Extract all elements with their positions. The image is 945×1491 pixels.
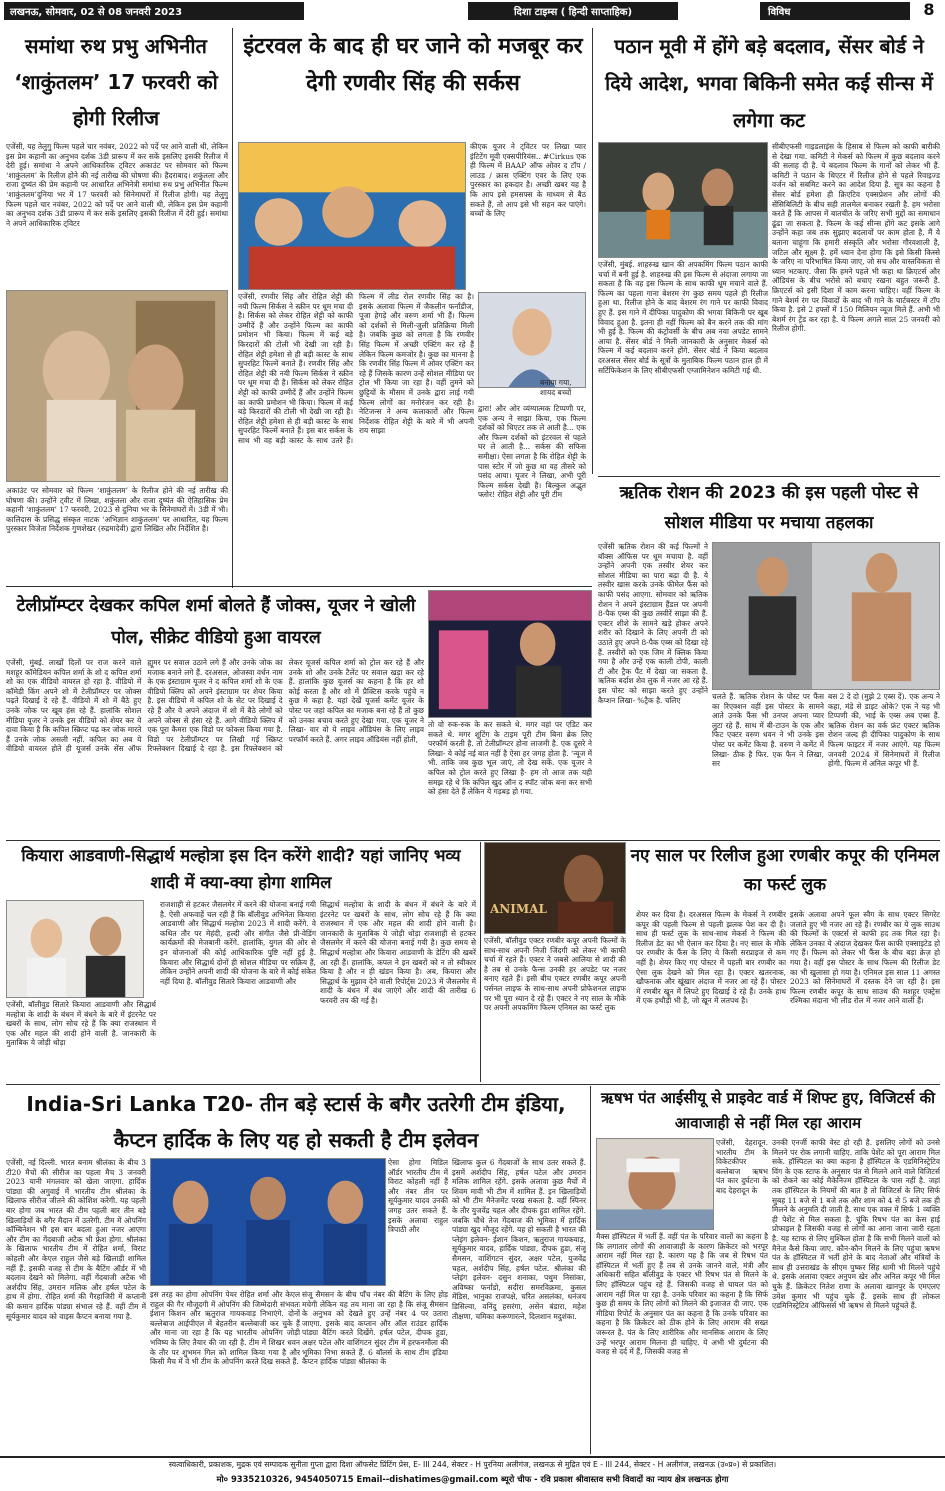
kiara-siddharth-photo	[6, 900, 144, 998]
shaakuntalam-body: एजेंसी, यह तेलुगु फिल्म पहले चार नवंबर, 2022 को पर्दे पर आने वाली थी, लेकिन इस प्रेम कहानी का अनुभव दर्शक 3डी प्रारूप में कर सकें इसलिए इसकी रिलीज में देरी हुई। समांथा ने अपने आधिकारिक ट्विटर अकाउंट पर सोमवार को फिल्म ‘शाकुंतलम’ के रिलीज होने की नई तारीख की घोषणा की। हैदराबाद। शकुंतला और राजा दुष्यंत की प्रेम कहानी पर आधारित अभिनेत्री समांथा रुथ प्रभु अभिनीत फिल्म ‘शाकुंतलम’दुनिया भर में 17 फरवरी को सिनेमाघरों में रिलीज होगी। यह तेलुगु फिल्म पहले चार नवंबर, 2022 को पर्दे पर आने वाली थी, लेकिन इस प्रेम कहानी का अनुभव दर्शक 3डी प्रारूप में कर सकें इसलिए इसकी रिलीज में देरी हुई। समांथा ने अपने आधिकारिक ट्विटर	[6, 142, 228, 228]
hrithik-column-a: एजेंसी ऋतिक रोशन की कई फिल्मों ने बॉक्स ऑफिस पर धूम मचाया है. वहीं उन्होंने अपनी एक तस्वीर शेयर कर सोशल मीडिया का पारा बढ़ा दी है. ये तस्वीर खास करके उनके फीमेल फैंस को काफी पसंद आएगा. सोमवार को ऋतिक रोशन ने अपने इंस्टाग्राम हैंडल पर अपनी 8-पैक एब्स की कुछ तस्वीरें साझा की हैं. एक्टर शीशे के सामने खड़े होकर अपने शरीर को दिखाने के लिए अपनी टी को उठाते हुए अपने 8-पैक एब्स को दिखा रहे हैं. तस्वीरों को एक जिम में क्लिक किया गया है और उन्हें एक काली टोपी, काली टी और ट्रैक पैंट में देखा जा सकता है. ऋतिक बर्दाश शेव लुक में नजर आ रहे हैं. इस पोस्ट को साझा करते हुए उन्होंने कैप्शन लिखा- %ट्रैक है. चलिए	[598, 542, 708, 705]
pathaan-column-b: सीबीएफसी गाइडलाइंस के हिसाब से फिल्म को काफी बारीकी से देखा गया. कमिटी ने मेकर्स को फिल्म में कुछ बदलाव करने की सलाह दी है. ये बदलाव फिल्म के गानों को लेकर भी हैं. कमिटी ने पठान के थिएटर में रिलीज होने से पहले रिवाइज्ड वर्जन को सबमिट करने का आदेश दिया है. सूत्र का कहना है सेंसर बोर्ड हमेशा ही क्रिएटिव एक्सप्रेशन और लोगों की सेंसिबिलिटी के बीच सही तालमेल बनाकर रखती है. हम भरोसा करते हैं कि आपस में बातचीत के जरिए सभी मुद्दों का समाधान ढूंढा जा सकता है. फिल्म के कई सीन्स होंगे कट इसके आगे उन्होंने कहा जब तक सुझाए बदलावों पर काम होता है, मैं ये बताना चाहूंगा कि हमारी संस्कृति और भरोसा गौरवशाली है, जटिल और सूक्ष्म है. हमें ध्यान देना होगा कि इसे किसी किस्से के जरिए ना परिभाषित किया जाए, जो सच और वास्तविकता से ध्यान भटकाए. जैसा कि हमने पहले भी कहा था क्रिएटर्स और ऑडियंस के बीच भरोसे को बचाए रखना बहुत जरूरी है. क्रिएटर्स को इसी दिशा में काम करना चाहिए। वहीं फिल्म के गाने बेशर्म रंग पर विवादों के बाद भी गाने के चार्टबस्टर में टॉप किया है. इसे 2 हफ्तों में 150 मिलियन व्यूज मिले हैं. अभी भी बेशर्म रंग ट्रेंड कर रहा है. ये फिल्म अगले साल 25 जनवरी को रिलीज होगी.	[772, 142, 940, 334]
kiara-siddharth-illustration	[7, 901, 143, 997]
animal-headline: नए साल पर रिलीज हुआ रणबीर कपूर की एनिमल का फर्स्ट लुक	[630, 846, 940, 895]
cricket-column-b-top: ऐसा होगा मिडिल ऑर्डर भारतीय टीम में विराट कोहली नहीं हैं और नंबर तीन पर सूर्यकुमार यादव उनकी जगह उतर सकते हैं. इसके अलावा राहुल त्रिपाठी और	[388, 1158, 448, 1235]
pant-photo	[596, 1138, 714, 1230]
kiara-column-b: राजशाही से हटकर जैसलमेर में करने की योजना बनाई गयी है. ऐसी अफवाहें चल रही हैं कि बॉलीवुड अभिनेता कियारा आडवाणी और सिद्धार्थ मल्होत्रा 2023 में शादी करेंगे. वे कथित तौर पर मेहंदी, हल्दी और संगीत जैसे प्री-वेडिंग कार्यक्रमों की मेजबानी करेंगे. हालांकि, युगल की ओर से इन योजनाओं की कोई आधिकारिक पुष्टि नहीं हुई है. कियारा और सिद्धार्थ दोनों ही सोशल मीडिया पर सक्रिय हैं, लेकिन उन्होंने अपनी शादी की योजना के बारे में कोई संकेत नहीं दिया है. बॉलीवुड सितारे कियारा आडवाणी और	[160, 900, 316, 986]
imprint-footer	[0, 1456, 945, 1491]
hrithik-photo	[712, 542, 940, 690]
shaakuntalam-headline: समांथा रुथ प्रभु अभिनीत ‘शाकुंतलम’ 17 फरवरी को होगी रिलीज	[14, 34, 218, 130]
pant-headline: ऋषभ पंत आईसीयू से प्राइवेट वार्ड में शिफ्ट हुए, विजिटर्स की आवाजाही से नहीं मिल रहा आराम	[601, 1089, 935, 1132]
kiara-headline: कियारा आडवाणी-सिद्धार्थ मल्होत्रा इस दिन करेंगे शादी? यहां जानिए भव्य शादी में क्या-क्या होगा शामिल	[21, 846, 461, 892]
pathaan-photo	[598, 142, 768, 258]
kiara-column-c: सिद्धार्थ मल्होत्रा के शादी के बंधन में बंधने के बारे में इंटरनेट पर खबरों के साथ, लोग सोच रहे हैं कि क्या राजस्थान में एक और महल की शादी होने वाली है। जानकारी के मुताबिक ये जोड़ी थोड़ा राजशाही से हटकर जैसलमेर में करने की योजना बनाई गयी है। कुछ समय से सिद्धार्थ मल्होत्रा और कियारा आडवाणी के डेटिंग की खबरें आ रही हैं। हालांकि, कपल ने इन खबरों को न तो स्वीकार किया है और न ही खंडन किया है। अब, कियारा और सिद्धार्थ के मुझाव देने वाली रिपोर्ट्स 2023 में जैसलमेर में शादी के बंधन में बंध जाएंगे और शादी की तारीख 6 फरवरी तय की गई है।	[320, 900, 476, 1005]
pathaan-column-a: एजेंसी, मुंबई. शाहरुख खान की अपकमिंग फिल्म पठान काफी चर्चा में बनी हुई है. शाहरुख की इस फिल्म से अंदाजा लगाया जा सकता है कि वह इस फिल्म के साथ काफी धूम मचाने वाले हैं. फिल्म का पहला गाना बेशरम रंग कुछ समय पहले ही रिलीज हुआ था. रिलीज होने के बाद बेशरम रंग गाने पर काफी विवाद हुए हैं. इस गाने में दीपिका पादुकोण की भगवा बिकिनी पर खूब विवाद हुआ है. इतना ही नहीं फिल्म को बैन करने तक की मांग भी हुई है. फिल्म की कंट्रोवर्सी के बीच अब नया अपडेट सामने आया है. सेंसर बोर्ड ने मिली जानकारी के अनुसार मेकर्स को फिल्म में कई बदलाव करने होंगे. सेंसर बोर्ड ने किया बदलाव दरअसल सेंसर बोर्ड के सूत्रों के मुताबिक फिल्म पठान हाल ही में सर्टिफिकेशन के लिए सीबीएफसी एग्जामिनेशन कमिटी गई थी.	[598, 260, 768, 375]
pant-column-b: उनकी एनर्जी काफी वेस्ट हो रही है. इसलिए लोगों को उनसे मिलने पर रोक लगानी चाहिए. ताकि पेशेंट को पूरा आराम मिल सके. हॉस्पिटल का क्या कहना है हॉस्पिटल के एडमिनिस्ट्रेटिव विंग के एक स्टाफ के अनुसार पंत से मिलने आने वाले विजिटर्स को रोकने का कोई मैकेनिज्म हॉस्पिटल के पास नहीं है. जहां तक हॉस्पिटल के नियमों की बात है तो विजिटर्स के लिए सिर्फ सुबह 11 बजे से 1 बजे तक और शाम को 4 से 5 बजे तक ही मिलने के अनुमति दी जाती है. साथ एक वक्त में सिर्फ 1 व्यक्ति ही पेशेंट से मिल सकता है. चूंकि रिषभ पंत का केस हाई प्रोफाइल है जिसकी वजह से लोगों का आना जाना जारी रहता है. यह स्टाफ से लिए मुश्किल होता है कि सभी मिलने वालों को मैनेज कैसे किया जाए. कौन-कौन मिलने के लिए पहुंचा ऋषभ पंत के हॉस्पिटल में भर्ती होने के बाद नेताओं और मंत्रियों के साथ ही उत्तराखंड के सीएम पुष्कर सिंह धामी भी मिलने पहुंचे थे. इसके अलावा एक्टर अनुपम खेर और अनिल कपूर भी मिल चुके हैं. क्रिकेटर नितेश राणा के अलावा खानपुर के एमएलए उमेश कुमार भी पहुंच चुके हैं. इसके साथ ही लोकल एडमिनिस्ट्रेटिव ऑफिसर्स भी ऋषभ से मिलने पहुंचते हैं.	[772, 1138, 940, 1311]
cricket-column-c: संजू सैमसन के बीच पाँच नंबर की बैटिंग के लिए होड़ मचेगी लेकिन यह तय माना जा रहा है कि संजू सैमसन के अनुभव को देखते हुए उन्हें नंबर 4 पर उतारा जाएगा. इसके बाद कप्तान और ऑल राउंडर हार्दिक पांड्या बैटिंग करते दिखेंगे. हर्षल पटेल, दीपक हुडा, अक्षर पटेल और वाशिंगटन सुंदर टीम में हरफनमौला की भूमिका निभा सकते हैं. 6 बॉलर्स के साथ टीम इंडिया कैप्टन हार्दिक पांड्या श्रीलंका के	[302, 1290, 448, 1367]
column-divider	[232, 28, 233, 588]
cricket-column-d: खिलाफ कुल 6 गेंदबाजों के साथ उतर सकते हैं. इसमें अर्शदीप सिंह, हर्षल पटेल और उमरान मलिक शामिल रहेंगे. इसके अलावा कुछ मैचों में शिवम मावी भी टीम में शामिल हैं. इन खिलाड़ियों को भी टीम मैनेजमेंट परख सकता है. वहीं स्पिनर के तौर युजवेंद्र चहल और दीपक हुडा शामिल रहेंगे. जबकि चौथे तेज गेंदबाज की भूमिका में हार्दिक पांड्या खुद मौजूद रहेंगे. यह हो सकती है भारत की प्लेइंग इलेवन- ईशान किशन, ऋतुराज गायकवाड़, सूर्यकुमार यादव, हार्दिक पांड्या, दीपक हुडा, संजू सैमसन, वाशिंगटन सुंदर, अक्षर पटेल, युजवेंद्र चहल, अर्शदीप सिंह, हर्षल पटेल. श्रीलंका की प्लेइंग इलेवन- दसुन शनाका, पथुम निसांका, अविष्का फर्नांडो, सदीरा समरविक्रमा, कुसल मेंडिस, भानुका राजपक्षे, चरित असलंका, धनंजय डिसिल्वा, वनिंदु हसरंगा, असेन बंडारा, महेश तीक्षणा, चमिका करूणारत्ने, दिलशान मदुशंका.	[452, 1158, 586, 1321]
section-divider	[6, 586, 592, 587]
pant-side-column: एजेंसी, देहरादून. भारतीय टीम के विकेटकीपर बल्लेबाज ऋषभ पंत कार दुर्घटना के बाद देहरादून के	[716, 1138, 768, 1195]
animal-poster	[484, 842, 626, 934]
shaakuntalam-tail: अकाउंट पर सोमवार को फिल्म ‘शाकुंतलम’ के रिलीज होने की नई तारीख की घोषणा की। उन्होंने ट्वीट में लिखा, शकुंतला और राजा दुष्यंत की ऐतिहासिक प्रेम कहानी ‘शाकुंतलम’ 17 फरवरी, 2023 से दुनिया भर के सिनेमाघरों में। 3डी में भी। कालिदास के प्रसिद्ध संस्कृत नाटक ‘अभिज्ञान शाकुंतलम’ पर आधारित, यह फिल्म पुरस्कार विजेता निर्देशक गुणशेखर (रुद्रमादेवी) द्वारा लिखित और निर्देशित है।	[6, 486, 228, 534]
cricket-photo-caption: इस तरह का होगा ओपनिंग पेयर रोहित शर्मा और केएल राहुल की गैर मौजूदगी में ओपनिंग की जिम्मेदारी संभवतः ईशान किशन और ऋतुराज गायकवाड़ निभाएंगे. दोनों बल्लेबाज आईपीएल में बेहतरीन बल्लेबाजी कर चुके हैं और माना जा रहा है कि यह भारतीय ओपनिंग जोड़ी भविष्य के लिए तैयार की जा रही है. टीम में शिखर धवन के तौर पर शुभमन गिल को शामिल किया गया है और किसी मैच में वे भी टीम के ओपनिंग करते दिख सकते हैं.	[150, 1290, 300, 1367]
cricket-players-illustration	[151, 1159, 385, 1285]
pathaan-headline: पठान मूवी में होंगे बड़े बदलाव, सेंसर बोर्ड ने दिये आदेश, भगवा बिकिनी समेत कई सीन्स में लगेगा कट	[605, 35, 933, 132]
imprint-line: स्वत्वाधिकारी, प्रकाशक, मुद्रक एवं सम्पादक सुनीता गुप्ता द्वारा दिशा ऑफसेट प्रिंटिंग प्रेस, E- III 244, सेक्टर - H पुरनिया अलीगंज, लखनऊ से मुद्रित एवं E - III 244, सेक्टर - H अलीगंज, लखनऊ (उ०प्र०) से प्रकाशित।	[168, 1460, 777, 1469]
page-number: 8	[923, 0, 935, 19]
kapil-body: एजेंसी, मुंबई. लाखों दिलों पर राज करने वाले मशहूर कॉमेडियन कपिल शर्मा के शो द कपिल शर्मा शो का एक वीडियो वायरल हो रहा है. वीडियो में कॉमेडी किंग अपने शो में टेलीप्रॉम्प्टर पर जोक्स पढ़ते दिखाई दे रहे हैं. वीडियो में शो में बैठे हुए उनके जोक पर खूब हंस रहे हैं. हालांकि सोशल मीडिया यूजर ने उनके इस वीडियो को शेयर कर ये दावा किया है कि कपिल स्क्रिप्ट पढ़ कर जोक मारते हैं उनके जोक असली नहीं. कपिल का अब ये वीडियो वायरल होते ही यूजर्स उनके सेंस ऑफ ह्यूमर पर सवाल उठाने लगे हैं और उनके जोक का मजाक बनाने लगे हैं. दरअसल, ओजस्वा वर्धन नाम के एक इंस्टाग्राम यूजर ने द कपिल शर्मा शो के एक वीडियो क्लिप को अपने इंस्टाग्राम पर शेयर किया है. इस वीडियो में कपिल शो के सेट पर दिखाई दे रहे हैं और वे अपने अंदाज में शो में बैठे लोगों को अपने जोक्स से हंसा रहे हैं. आगे वीडियो क्लिप में एक पूरा कैमरा एक विडो पर फोकस किया गया है. विडो पर टेलीप्रॉम्प्टर पर लिखी गई स्क्रिप्ट रिफ्लेक्शन दिखाई दे रहा है. इस रिफ्लेक्शन को लेकर यूजर्स कपिल शर्मा को ट्रोल कर रहे हैं और उनके शो और उनके टैलेंट पर सवाल खड़ा कर रहे हैं. हालांकि कुछ यूजर्स का कहना है कि हर शो कोई करता है और शो में प्रैक्टिस करके पहुंचे न कुछ मे कहा है. यहां देखें यूजर्स कमेंट यूजर के पोस्ट पर जहां कपिल का मजाक बना रहे हैं तो कुछ को उनका बचाव करते हुए देखा गया. एक यूजर ने लिखा- वार वो ये लाइव ऑडियंस के लिए लाइव परफॉर्म करते हैं. अगर लाइव ऑडियंस नहीं होती,	[6, 658, 424, 754]
cirkus-body-continued: द्वारा! और ओर व्यंग्यात्मक टिप्पणी पर, एक अन्य ने साझा किया, एक फिल्म दर्शकों को थिएटर तक ले आती है... एक और फिल्म दर्शकों को इंटरवल से पहले घर ले आती है... सर्कस की सफिस समीक्षा। ऐसा लगता है कि रोहित शेट्टी के पास स्टोर में जो कुछ था वह तीसरे को पसंद आया। यूजर ने लिखा, अभी पूरी फिल्म सर्कस देखी है। बिल्कुल अद्भुत फ्लोर! रोहित शेट्टी और पूरी टीम	[478, 404, 586, 500]
kapil-photo	[428, 590, 592, 718]
cricket-players-photo	[150, 1158, 386, 1286]
cirkus-poster-photo	[238, 142, 466, 290]
shaakuntalam-photo-illustration	[7, 291, 227, 481]
hrithik-column-b: चलते हैं. ऋतिक रोशन के पोस्ट पर फैंस का रिएक्शन वहीं इस पोस्टर के सामने आते उनके फैंस भी उनपर अपना प्यार लुटा रहे हैं. साथ में बी-टाउन के एक और फिट एक्टर वरुण धवन ने भी उनके इस पोस्ट पर कमेंट किया है. वरुण ने कमेंट में लिखा- ठीक है फिर. एक फैन ने लिखा, सर	[712, 692, 824, 769]
cricket-headline: India-Sri Lanka T20- तीन बड़े स्टार्स के बगैर उतरेगी टीम इंडिया, कैप्टन हार्दिक के लिए यह हो सकती है टीम इलेवन	[26, 1092, 566, 1152]
kapil-headline: टेलीप्रॉम्प्टर देखकर कपिल शर्मा बोलते हैं जोक्स, यूजर ने खोली पोल, सीक्रेट वीडियो हुआ वायरल	[16, 596, 416, 648]
column-divider	[592, 28, 593, 474]
cirkus-jacqueline-photo	[478, 292, 586, 388]
cricket-column-a: एजेंसी, नई दिल्ली. भारत बनाम श्रीलंका के बीच 3 टी20 मैचों की सीरीज का पहला मैच 3 जनवरी 2023 यानी मंगलवार को खेला जाएगा. हार्दिक पांड्या की अगुवाई में भारतीय टीम श्रीलंका के खिलाफ सीरीज जीतने की कोशिश करेगी. यह पहली बार होगा जब भारत की टीम पहली बार तीन बड़े खिलाड़ियों के बगैर मैदान में उतरेगी. टीम में ओपनिंग कॉम्बिनेशन भी इस बार बदला हुआ नजर आएगा और टीम का गेंदबाजी अटैक भी फ्रेश होगा. श्रीलंका के खिलाफ भारतीय टीम में रोहित शर्मा, विराट कोहली और केएल राहुल जैसे बड़े खिलाड़ी शामिल नहीं हैं. इसकी वजह से टीम के बैटिंग ऑर्डर में भी बदलाव देखने को मिलेगा. वहीं गेंदबाजी अटैक भी अर्शदीप सिंह, उमरान मलिक और हर्षल पटेल के हाथ में होगा. रोहित शर्मा की गैरहाजिरी में कप्तानी की कमान हार्दिक पांड्या संभाल रहे हैं. वहीं टीम में सूर्यकुमार यादव को वाइस कैप्टन बनाया गया है.	[6, 1158, 146, 1321]
hrithik-column-c: बस 2 दे दो (मुझे 2 एब्स दें). एक अन्य ने कहा, मंडे से डाइट ओके? एक ने यह भी टिप्पणी की, भाई के एब्स अब एब्स हैं. ऋतिक रोशन का वर्क फ्रंट एक्टर ऋतिक रोशन जल्द ही दीपिका पादुकोण के साथ फिल्म फाइटर में नजर आएंगे. यह फिल्म जनवरी 2024 में सिनेमाघरों में रिलीज होगी. फिल्म में अनिल कपूर भी हैं.	[828, 692, 940, 769]
hrithik-headline: ऋतिक रोशन की 2023 की इस पहली पोस्ट से सोशल मीडिया पर मचाया तहलका	[619, 483, 919, 533]
kapil-body-continued: तो वो रुक-रुक के कर सकते थे. मगर वहां पर एडिट कर सकते थे. मगर शूटिंग के टाइम पूरी टीम बिना ब्रेक लिए परफॉर्म करती है. तो टेलीप्रॉम्प्टर होना लाजमी है. एक दूसरे ने लिखा- ये कोई नई बात नहीं है ऐसा हर जगह होता है. ‘न्यूज में भी. ताकि जब कुछ भूल जाएं, तो देख सकें. एक यूजर ने कपिल को ट्रोल करते हुए लिखा है- हम तो आज तक यही समझ रहे थे कि कपिल खुद ऑन द स्पॉट जोक बना कर सभी को हंसा देते हैं लेकिन ये गड़बड़ हो गया.	[428, 720, 592, 797]
section-divider	[598, 476, 940, 477]
masthead-section: विविध	[760, 2, 910, 20]
masthead	[0, 0, 945, 22]
cirkus-headline: इंटरवल के बाद ही घर जाने को मजबूर कर देगी रणवीर सिंह की सर्कस	[243, 34, 583, 96]
cirkus-side-column: कीएक यूजर ने ट्विटर पर लिखा प्यार इंटिटेंग मूवी एक्सपीरियंस.. #Cirkus एक ही फिल्म में BAAP ऑफ ओवर द टॉप / लाउड / क्रास एक्टिंग एवर के लिए एक पुरस्कार का हकदार है। अच्छी खबर यह है कि आप इसे हमसफ्स के माध्यम से बैठ सकते हैं, तो आप इसे भी सहन कर पाएंगे। बच्चों के लिए	[470, 142, 586, 219]
animal-photo-caption: एजेंसी, बॉलीवुड एक्टर रणबीर कपूर अपनी फिल्मों के साथ-साथ अपनी निजी जिंदगी को लेकर भी काफी चर्चा में रहते हैं। एक्टर ने जबसे आलिया से शादी की है तब से उनके फैन्स उनकी हर अपडेट पर नजर बनाए रहते हैं। इसी बीच एक्टर रणबीर कपूर अपनी पर्सनल लाइफ के साथ-साथ अपनी प्रोफेशनल लाइफ पर भी पूरा ध्यान दे रहे हैं। एक्टर ने नए साल के मौके पर अपनी अपकमिंग फिल्म एनिमल का फर्स्ट लुक	[484, 936, 626, 1013]
animal-poster-title: ANIMAL	[490, 902, 547, 916]
animal-column-c: इसके अलावा अपने फूल स्वैग के साथ एक्टर सिगरेट जलाते हुए भी नजर आ रहे हैं। रणबीर का ये लुक साउथ की फिल्मों के एक्टर्स से काफी हद तक मिल रहा है। लेकिन उनका ये अंदाज देखकर फैंस काफी एक्साइटेड हो गए हैं। फिल्म को लेकर भी फैंस के बीच बड़ा क्रेज़ हो गया है। वहीं इस पोस्टर के साथ फिल्म की रिलीज डेट का भी खुलासा हो गया है। एनिमल इस साल 11 अगस्त 2023 को सिनेमाघरों में दस्तक देने जा रही है। इस फिल्म रणबीर कपूर के साथ साउथ की मशहूर एक्ट्रेस रश्मिका मंदाना भी लीड रोल में नजर आने वाली हैं।	[790, 910, 940, 1006]
section-divider	[6, 1084, 940, 1085]
cirkus-poster-illustration	[239, 143, 465, 289]
column-divider	[590, 1086, 591, 1454]
pathaan-photo-illustration	[599, 143, 767, 257]
jacqueline-photo-illustration	[479, 293, 585, 387]
kapil-photo-illustration	[429, 591, 591, 717]
shaakuntalam-photo	[6, 290, 228, 482]
animal-column-b: शेयर कर दिया है। दरअसल फिल्म के मेकर्स ने रणबीर कपूर की पहली फिल्म से पहली झलक पेश कर दी है। साथ ही फर्स्ट लुक के साथ-साथ मेकर्स ने फिल्म की रिलीज डेट का भी ऐलान कर दिया है। नए साल के मौके पर रणबीर के फैंस के लिए ये किसी सरप्राइज से कम नहीं है। शेयर किए गए पोस्टर में पहली बार रणबीर का ऐसा लुक देखने को मिल रहा है। एक्टर खतरनाक, खौफनाक और खूंखार अंदाज में नजर आ रहे हैं। पोस्टर में रणबीर खून में लिपटे हुए दिखाई दे रहे हैं। उनके हाथ में एक हथौड़ी भी है, जो खून में लतपथ है।	[636, 910, 786, 1006]
masthead-paper-name: दिशा टाइम्स ( हिन्दी साप्ताहिक)	[468, 2, 678, 20]
pant-photo-illustration	[597, 1139, 713, 1229]
section-divider	[6, 840, 940, 841]
kiara-photo-caption: एजेंसी, बॉलीवुड सितारे कियारा आडवाणी और सिद्धार्थ मल्होत्रा के शादी के बंधन में बंधने के बारे में इंटरनेट पर खबरों के साथ, लोग सोच रहे हैं कि क्या राजस्थान में एक और महल की शादी होने वाली है. जानकारी के मुताबिक ये जोड़ी थोड़ा	[6, 1000, 156, 1048]
cirkus-body: एजेंसी, रणवीर सिंह और रोहित शेट्टी की नयी फिल्म सिर्कस ने स्क्रीन पर धूम मचा दी है। सिर्कस को लेकर रोहित शेट्टी को काफी उम्मीदें हैं और उन्होंने फिल्म का काफी प्रमोशन भी किया। फिल्म में कई बड़े किरदारों की टोली भी देखी जा रही है। रोहित शेट्टी हमेशा से ही बड़ी कास्ट के साथ सुपरहिट फिल्में बनाते हैं। रणवीर सिंह और रोहित शेट्टी की नयी फिल्म सिर्कस ने स्क्रीन पर धूम मचा दी है। सिर्कस को लेकर रोहित शेट्टी को काफी उम्मीदें हैं और उन्होंने फिल्म का काफी प्रमोशन भी किया। फिल्म में कई बड़े किरदारों की टोली भी देखी जा रही है। रोहित शेट्टी हमेशा से ही बड़ी कास्ट के साथ सुपरहिट फिल्में बनाते हैं। इस बार सर्कस के साथ भी वह बड़ी कास्ट के साथ उतरे हैं। फिल्म में लीड रोल रणवीर सिंह का है। इसके अलावा फिल्म में जैकलीन फर्नांडीज, पूजा हेगड़े और वरुण शर्मा भी हैं। फिल्म को दर्शकों से मिली-जुली प्रतिक्रिया मिली है। जबकि कुछ को लगता है कि रणवीर सिंह फिल्म में अच्छी एक्टिंग कर रहे हैं लेकिन फिल्म कमजोर है। कुछ का मानना है कि रणवीर सिंह फिल्म में ओवर एक्टिंग कर रहे हैं जिसके कारण उन्हें सोशल मीडिया पर ट्रोल भी किया जा रहा है। वहीं तुमने को छुट्टियों के मौसम में उनके द्वारा लाई गयी फिल्म लोगों का मनोरंजन कर रही है। नेटिजन्स ने अन्य कलाकारों और फिल्म निर्देशक रोहित शेट्टी के बारे में भी अपनी राय साझा	[238, 292, 474, 445]
contact-line: मो० 9335210326, 9454050715 Email--dishatimes@gmail.com ब्यूरो चीफ - रवि प्रकाश श्रीवास्तव सभी विवादों का न्याय क्षेत्र लखनऊ होगा	[216, 1474, 729, 1484]
column-divider	[480, 842, 481, 1082]
masthead-date: लखनऊ, सोमवार, 02 से 08 जनवरी 2023	[4, 2, 304, 20]
cirkus-photo-caption: बनाया गया, शायद बच्चों	[540, 378, 572, 397]
pant-column-a: मैक्स हॉस्पिटल में भर्ती हैं. वहीं पंत के परिवार वालों का कहना है कि लगातार लोगों की आवाजाही के कारण क्रिकेटर को भरपूर आराम नहीं मिल रहा है. कारण यह है कि जब से रिषभ पंत हॉस्पिटल में भर्ती हुए हैं तब से उनके जानने वाले, मंत्री और अधिकारी सहित बॉलीवुड के एक्टर भी रिषभ पंत से मिलने के लिए हॉस्पिटल पहुंच रहे हैं. जिसकी वजह से घायल पंत को आराम नहीं मिल पा रहा है. उनके परिवार का कहना है कि सिर्फ कुछ ही समय के लिए लोगों को मिलने की इजाजत दी जाए. एक मीडिया रिपोर्ट के अनुसार पंत का कहना है कि उनके परिवार का कहना है कि क्रिकेटर को ठीक होने के लिए आराम की सख्त जरूरत है. पंत के लिए शारीरिक और मानसिक आराम के लिए उन्हें भरपूर आराम मिलना ही चाहिए. ये अभी भी दुर्घटना की वजह से दर्द में हैं, जिसकी वजह से	[596, 1232, 768, 1357]
hrithik-photo-illustration	[713, 543, 939, 689]
